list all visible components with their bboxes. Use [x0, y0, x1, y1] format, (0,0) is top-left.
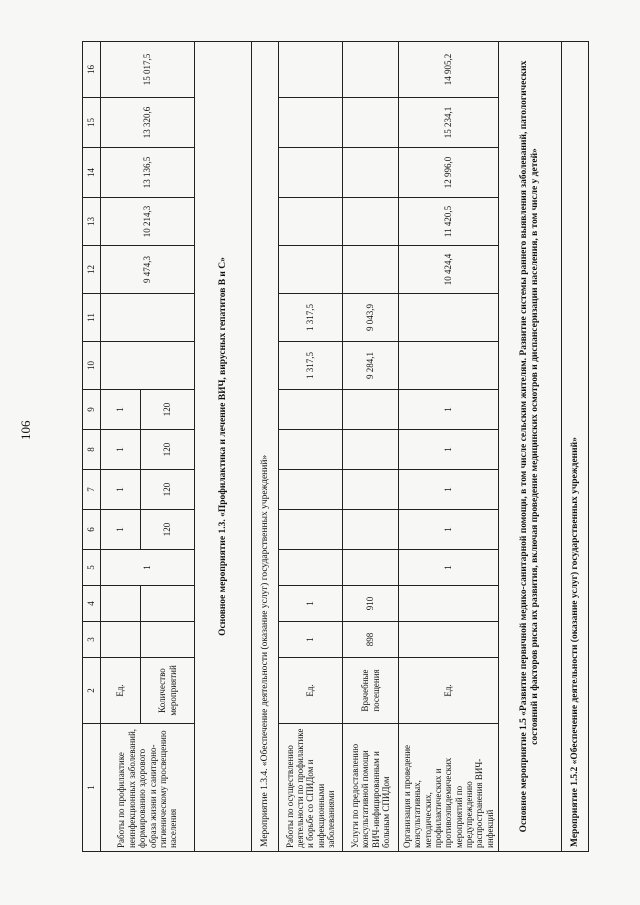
unit-cell: Ед. — [101, 658, 141, 724]
cell — [279, 148, 343, 198]
col-header: 2 — [83, 658, 101, 724]
col-header: 12 — [83, 246, 101, 294]
cell: 1 317,5 — [279, 294, 343, 342]
cell: 1 — [399, 430, 499, 470]
col-header: 7 — [83, 470, 101, 510]
cell: 10 214,3 — [101, 198, 195, 246]
table-row — [279, 42, 343, 852]
cell: 1 — [101, 390, 141, 430]
cell: 1 — [101, 470, 141, 510]
cell: 13 320,6 — [101, 98, 195, 148]
cell — [279, 246, 343, 294]
cell — [141, 622, 195, 658]
cell — [279, 198, 343, 246]
cell: 120 — [141, 470, 195, 510]
header-row — [83, 42, 101, 852]
data-table — [82, 41, 589, 852]
col-header: 13 — [83, 198, 101, 246]
col-header: 16 — [83, 42, 101, 98]
section-title: Основное мероприятие 1.5 «Развитие первичной медико-санитарной помощи, в том числе сельским жителям. Развитие системы раннего выявления заболеваний, патологических состояний и факторов риска их развития, включая проведение медицинских осмотров и диспансеризации населения, в том числе у детей» — [499, 42, 562, 852]
unit-cell: Количество мероприятий — [141, 658, 195, 724]
cell — [399, 294, 499, 342]
cell: 9 043,9 — [343, 294, 399, 342]
col-header: 14 — [83, 148, 101, 198]
cell — [343, 246, 399, 294]
cell: 1 — [399, 510, 499, 550]
cell — [279, 510, 343, 550]
cell: 13 136,5 — [101, 148, 195, 198]
cell — [343, 550, 399, 586]
subsection-title: Мероприятие 1.3.4. «Обеспечение деятельности (оказание услуг) государственных учреждений» — [252, 42, 279, 852]
row-name: Работы по осуществлению деятельности по профилактике и борьбе со СПИДом и инфекционными заболеваниями — [279, 724, 343, 852]
cell — [399, 622, 499, 658]
cell: 15 017,5 — [101, 42, 195, 98]
cell: 1 — [101, 430, 141, 470]
col-header: 5 — [83, 550, 101, 586]
cell — [399, 586, 499, 622]
col-header: 6 — [83, 510, 101, 550]
cell: 1 — [101, 550, 195, 586]
cell: 14 905,2 — [399, 42, 499, 98]
col-header: 11 — [83, 294, 101, 342]
cell: 120 — [141, 390, 195, 430]
section-row — [195, 42, 252, 852]
cell — [343, 42, 399, 98]
cell: 1 — [399, 390, 499, 430]
row-name: Работы по профилактике неинфекционных заболеваний, формированию здорового образа жизни и санитарно-гигиеническому просвещению населения — [101, 724, 195, 852]
cell: 1 — [399, 470, 499, 510]
cell: 120 — [141, 510, 195, 550]
cell — [101, 294, 195, 342]
cell — [279, 390, 343, 430]
subsection-row — [562, 42, 589, 852]
cell — [101, 622, 141, 658]
cell: 1 — [279, 586, 343, 622]
col-header: 1 — [83, 724, 101, 852]
cell — [279, 550, 343, 586]
row-name: Услуги по предоставлению консультативной помощи ВИЧ-инфицированным и больным СПИДом — [343, 724, 399, 852]
unit-cell: Врачебные посещения — [343, 658, 399, 724]
cell — [101, 342, 195, 390]
table-row — [399, 42, 499, 852]
cell: 1 — [279, 622, 343, 658]
cell — [279, 470, 343, 510]
cell: 120 — [141, 430, 195, 470]
table-row — [343, 42, 399, 852]
cell: 11 420,5 — [399, 198, 499, 246]
cell — [343, 98, 399, 148]
cell — [343, 148, 399, 198]
unit-cell: Ед. — [399, 658, 499, 724]
cell — [343, 510, 399, 550]
section-title: Основное мероприятие 1.3. «Профилактика и лечение ВИЧ, вирусных гепатитов B и C» — [195, 42, 252, 852]
cell — [141, 586, 195, 622]
cell: 9 284,1 — [343, 342, 399, 390]
col-header: 4 — [83, 586, 101, 622]
cell — [279, 42, 343, 98]
col-header: 15 — [83, 98, 101, 148]
cell — [343, 470, 399, 510]
cell — [399, 342, 499, 390]
subsection-title: Мероприятие 1.5.2 «Обеспечение деятельности (оказание услуг) государственных учреждений» — [562, 42, 589, 852]
rotated-table-container — [82, 42, 580, 852]
cell: 910 — [343, 586, 399, 622]
cell: 1 — [101, 510, 141, 550]
row-name: Организация и проведение консультативных, методических, профилактических и противоэпидемических мероприятий по предупреждению распространения ВИЧ-инфекций — [399, 724, 499, 852]
cell — [279, 98, 343, 148]
unit-cell: Ед. — [279, 658, 343, 724]
cell: 1 — [399, 550, 499, 586]
col-header: 8 — [83, 430, 101, 470]
subsection-row — [252, 42, 279, 852]
col-header: 10 — [83, 342, 101, 390]
cell: 15 234,1 — [399, 98, 499, 148]
cell: 12 996,0 — [399, 148, 499, 198]
cell — [343, 390, 399, 430]
cell: 1 317,5 — [279, 342, 343, 390]
cell — [343, 198, 399, 246]
cell — [343, 430, 399, 470]
col-header: 3 — [83, 622, 101, 658]
section-row — [499, 42, 562, 852]
cell: 9 474,3 — [101, 246, 195, 294]
col-header: 9 — [83, 390, 101, 430]
cell: 10 424,4 — [399, 246, 499, 294]
cell — [279, 430, 343, 470]
page-number: 106 — [18, 420, 33, 440]
cell: 898 — [343, 622, 399, 658]
cell — [101, 586, 141, 622]
table-row — [101, 42, 141, 852]
